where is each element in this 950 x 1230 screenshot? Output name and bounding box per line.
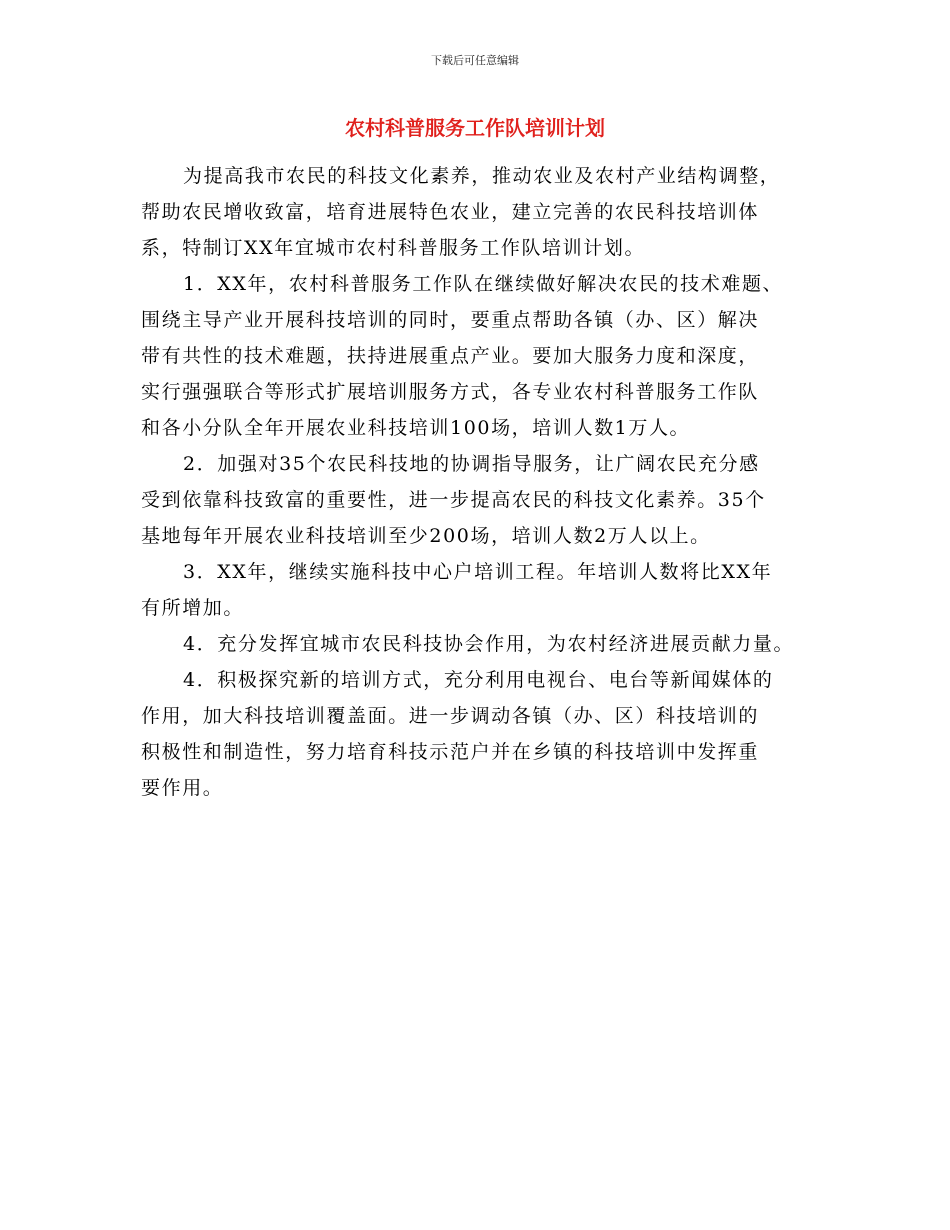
paragraph-line: 要作用。 — [141, 777, 224, 799]
paragraph-line: 受到依靠科技致富的重要性，进一步提高农民的科技文化素养。35个 — [141, 489, 766, 511]
paragraph-line: 3．XX年，继续实施科技中心户培训工程。年培训人数将比XX年 — [183, 561, 773, 583]
paragraph-line: 有所增加。 — [141, 597, 245, 619]
paragraph-line: 4．积极探究新的培训方式，充分利用电视台、电台等新闻媒体的 — [183, 669, 774, 691]
paragraph-line: 帮助农民增收致富，培育进展特色农业，建立完善的农民科技培训体 — [141, 201, 760, 223]
document-title: 农村科普服务工作队培训计划 — [345, 116, 605, 140]
paragraph-line: 围绕主导产业开展科技培训的同时，要重点帮助各镇（办、区）解决 — [141, 309, 760, 331]
paragraph-line: 4．充分发挥宜城市农民科技协会作用，为农村经济进展贡献力量。 — [183, 633, 795, 655]
paragraph-line: 为提高我市农民的科技文化素养，推动农业及农村产业结构调整， — [183, 165, 781, 187]
document-body — [141, 158, 831, 806]
paragraph-line: 系，特制订XX年宜城市农村科普服务工作队培训计划。 — [141, 237, 646, 259]
paragraph-line: 2．加强对35个农民科技地的协调指导服务，让广阔农民充分感 — [183, 453, 760, 475]
paragraph-line: 带有共性的技术难题，扶持进展重点产业。要加大服务力度和深度， — [141, 345, 760, 367]
paragraph-line: 作用，加大科技培训覆盖面。进一步调动各镇（办、区）科技培训的 — [141, 705, 760, 727]
paragraph-line: 1．XX年，农村科普服务工作队在继续做好解决农民的技术难题、 — [183, 273, 784, 295]
paragraph-line: 积极性和制造性，努力培育科技示范户并在乡镇的科技培训中发挥重 — [141, 741, 760, 763]
paragraph-line: 实行强强联合等形式扩展培训服务方式，各专业农村科普服务工作队 — [141, 381, 760, 403]
download-note: 下载后可任意编辑 — [431, 54, 519, 67]
paragraph-line: 基地每年开展农业科技培训至少200场，培训人数2万人以上。 — [141, 525, 711, 547]
paragraph-line: 和各小分队全年开展农业科技培训100场，培训人数1万人。 — [141, 417, 691, 439]
